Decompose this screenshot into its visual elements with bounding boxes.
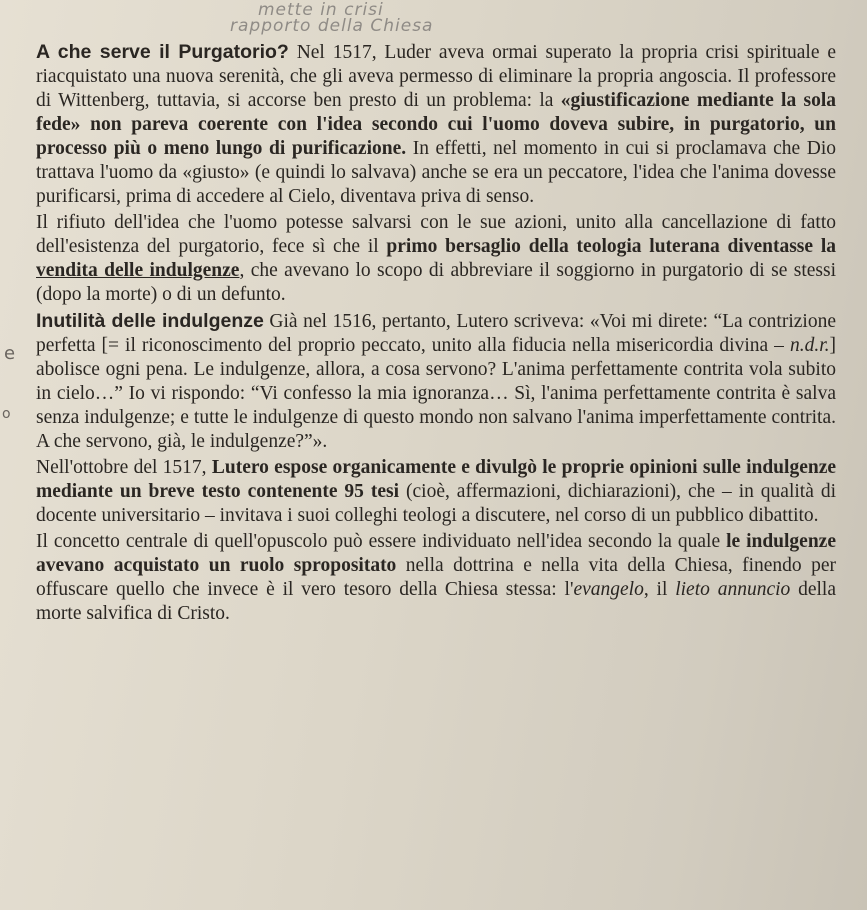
margin-mark: e <box>4 343 16 364</box>
body-text <box>36 40 836 628</box>
handwritten-note: rapporto della Chiesa <box>230 16 434 36</box>
paragraph: Inutilità delle indulgenze Già nel 1516, pertanto, Lutero scriveva: «Voi mi direte: “La contrizione perfetta [= il riconoscimento del proprio peccato, unito alla fiducia nella misericordia divina – n.d.r.] abolisce ogni pena. Le indulgenze, allora, a cosa servono? L'anima perfettamente contrita vola subito in cielo…” Io vi rispondo: “Vi confesso la mia ignoranza… Sì, l'anima perfettamente contrita è salva senza indulgenze; e tutte le indulgenze di questo mondo non salvano l'anima imperfettamente contrita. A che servono, già, le indulgenze?”». <box>36 310 836 452</box>
italic-text: evangelo <box>573 579 644 600</box>
underlined-bold-text: vendita delle indulgenze <box>36 260 240 281</box>
paragraph: Nell'ottobre del 1517, Lutero espose organicamente e divulgò le proprie opinioni sulle indulgenze mediante un breve testo contenente 95 tesi (cioè, affermazioni, dichiarazioni), che – in qualità di docente universitario – invitava i suoi colleghi teologi a discutere, nel corso di un pubblico dibattito. <box>36 457 836 526</box>
paragraph: Il rifiuto dell'idea che l'uomo potesse salvarsi con le sue azioni, unito alla cancellazione di fatto dell'esistenza del purgatorio, fece sì che il primo bersaglio della teologia luterana diventasse la vendita delle indulgenze, che avevano lo scopo di abbreviare il soggiorno in purgatorio di se stessi (dopo la morte) o di un defunto. <box>36 212 836 305</box>
margin-bullet: o <box>2 406 11 422</box>
italic-text: lieto annuncio <box>675 579 791 600</box>
section-heading: Inutilità delle indulgenze <box>36 310 264 332</box>
handwritten-note: mette in crisi <box>258 0 384 20</box>
bold-text: le indulgenze avevano acquistato un ruolo spropositato <box>36 531 836 576</box>
paragraph: A che serve il Purgatorio? Nel 1517, Luder aveva ormai superato la propria crisi spirituale e riacquistato una nuova serenità, che gli aveva permesso di eliminare la propria angoscia. Il professore di Wittenberg, tuttavia, si accorse ben presto di un problema: la «giustificazione mediante la sola fede» non pareva coerente con l'idea secondo cui l'uomo doveva subire, in purgatorio, un processo più o meno lungo di purificazione. In effetti, nel momento in cui si proclamava che Dio trattava l'uomo da «giusto» (e quindi lo salvava) anche se era un peccatore, l'idea che l'anima dovesse purificarsi, prima di accedere al Cielo, diventava priva di senso. <box>36 41 836 207</box>
bold-text: «giustificazione mediante la sola fede» non pareva coerente con l'idea secondo cui l'uomo doveva subire, in purgatorio, un processo più o meno lungo di purificazione. <box>36 90 836 159</box>
section-heading: A che serve il Purgatorio? <box>36 41 289 63</box>
paragraph: Il concetto centrale di quell'opuscolo può essere individuato nell'idea secondo la quale le indulgenze avevano acquistato un ruolo spropositato nella dottrina e nella vita della Chiesa, finendo per offuscare quello che invece è il vero tesoro della Chiesa stessa: l'evangelo, il lieto annuncio della morte salvifica di Cristo. <box>36 531 836 624</box>
italic-text: n.d.r. <box>789 335 830 356</box>
bold-text: primo bersaglio della teologia luterana diventasse la <box>386 236 836 257</box>
bold-text: Lutero espose organicamente e divulgò le proprie opinioni sulle indulgenze mediante un breve testo contenente 95 tesi <box>36 457 836 502</box>
